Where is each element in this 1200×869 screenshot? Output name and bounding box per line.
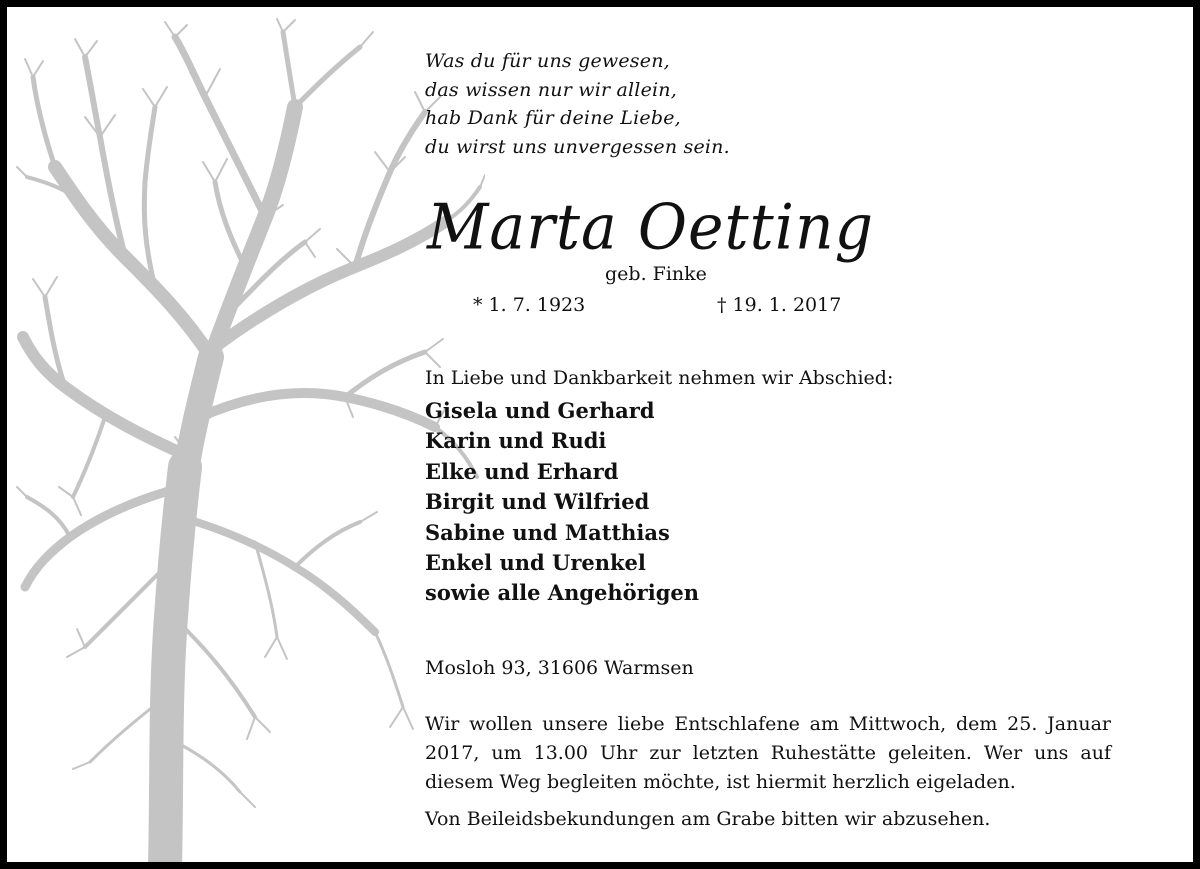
mourners-list — [425, 396, 699, 609]
deceased-name: Marta Oetting — [427, 191, 875, 265]
mourner-entry: Birgit und Wilfried — [425, 489, 650, 515]
mourner-entry: Elke und Erhard — [425, 458, 619, 484]
family-address: Mosloh 93, 31606 Warmsen — [425, 657, 694, 679]
death-date: † 19. 1. 2017 — [717, 294, 842, 316]
funeral-announcement: Wir wollen unsere liebe Entschlafene am Mittwoch, dem 25. Januar 2017, um 13.00 Uhr zur letzten Ruhestätte geleiten. Wer uns auf diesem Weg begleiten möchte, ist hiermit herzlich eigeladen. — [425, 713, 1111, 793]
birth-date: * 1. 7. 1923 — [473, 294, 586, 316]
memorial-poem — [425, 47, 730, 161]
poem-line: du wirst uns unvergessen sein. — [425, 135, 730, 158]
poem-line: hab Dank für deine Liebe, — [425, 107, 681, 129]
condolence-note: Von Beileidsbekundungen am Grabe bitten wir abzusehen. — [425, 808, 991, 830]
mourner-entry: Sabine und Matthias — [425, 519, 670, 545]
poem-line: Was du für uns gewesen, — [425, 50, 670, 72]
farewell-intro: In Liebe und Dankbarkeit nehmen wir Abschied: — [425, 367, 894, 389]
bare-tree-illustration — [15, 17, 485, 867]
mourner-entry: Enkel und Urenkel — [425, 550, 646, 576]
maiden-name: geb. Finke — [605, 263, 707, 285]
mourner-entry: sowie alle Angehörigen — [425, 580, 700, 606]
poem-line: das wissen nur wir allein, — [425, 78, 677, 101]
mourner-entry: Gisela und Gerhard — [425, 398, 655, 423]
mourner-entry: Karin und Rudi — [425, 428, 607, 454]
